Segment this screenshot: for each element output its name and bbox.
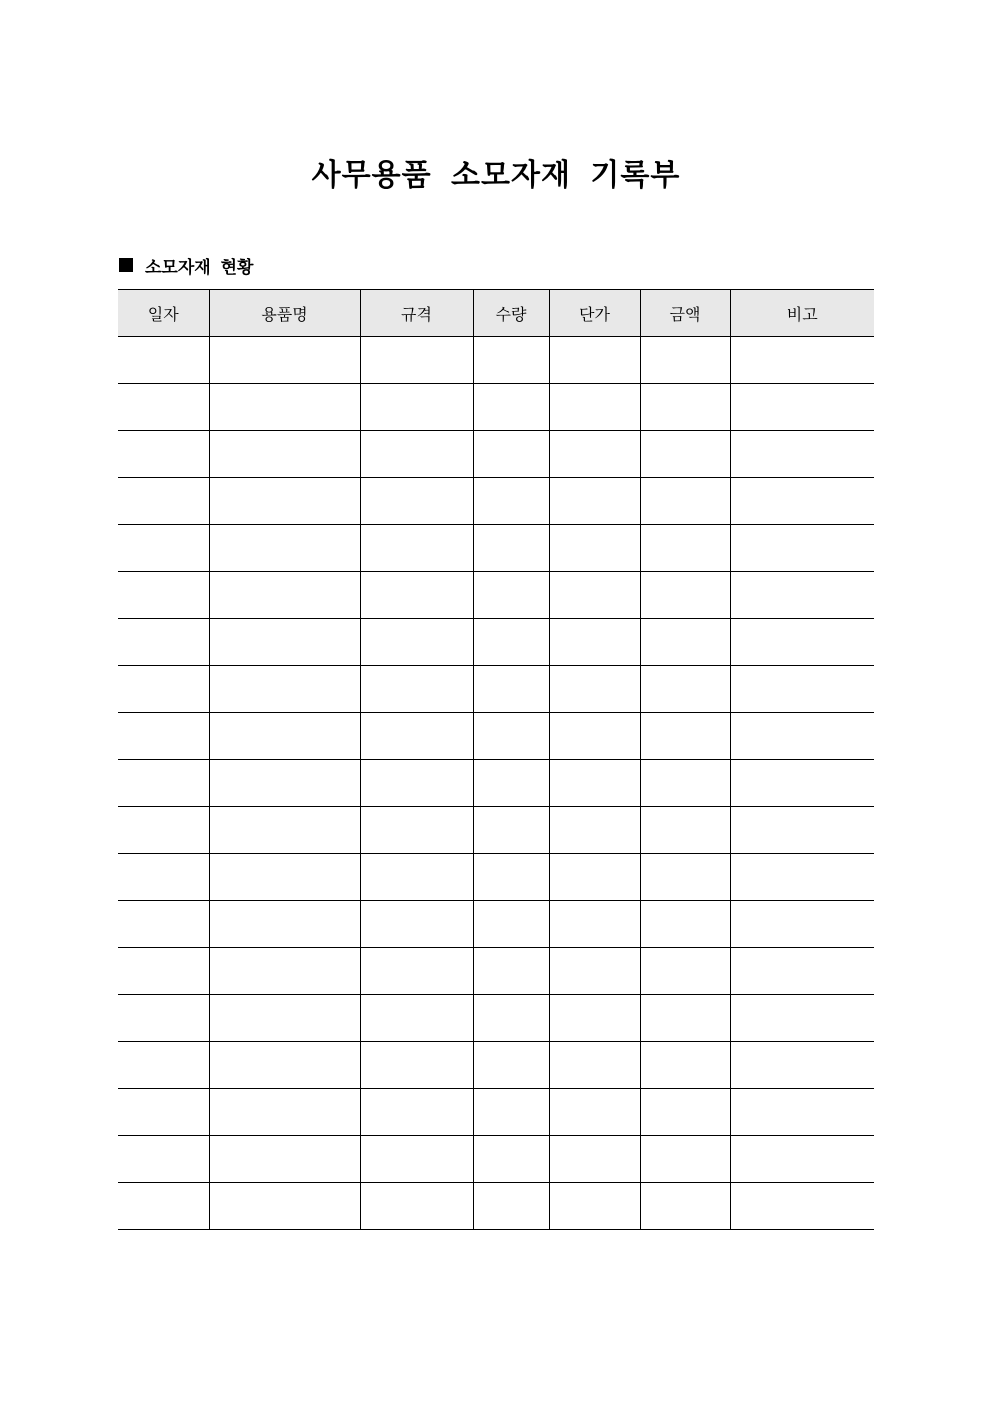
table-cell-unit-price[interactable]	[549, 431, 640, 478]
table-cell-spec[interactable]	[360, 525, 473, 572]
table-cell-spec[interactable]	[360, 807, 473, 854]
table-cell-item-name[interactable]	[209, 1042, 360, 1089]
table-row	[118, 525, 874, 572]
table-cell-quantity[interactable]	[473, 854, 549, 901]
table-row	[118, 948, 874, 995]
table-cell-remarks[interactable]	[730, 1042, 874, 1089]
table-cell-remarks[interactable]	[730, 901, 874, 948]
table-cell-unit-price[interactable]	[549, 995, 640, 1042]
table-cell-unit-price[interactable]	[549, 525, 640, 572]
black-square-icon	[119, 258, 133, 272]
table-cell-spec[interactable]	[360, 384, 473, 431]
table-cell-amount[interactable]	[640, 948, 730, 995]
table-row	[118, 478, 874, 525]
page-title: 사무용품 소모자재 기록부	[311, 158, 681, 194]
table-cell-unit-price[interactable]	[549, 854, 640, 901]
table-cell-quantity[interactable]	[473, 478, 549, 525]
table-cell-spec[interactable]	[360, 337, 473, 384]
table-cell-date[interactable]	[118, 760, 209, 807]
table-cell-date[interactable]	[118, 384, 209, 431]
table-cell-quantity[interactable]	[473, 995, 549, 1042]
table-cell-amount[interactable]	[640, 478, 730, 525]
table-cell-date[interactable]	[118, 431, 209, 478]
table-cell-date[interactable]	[118, 1136, 209, 1183]
table-cell-unit-price[interactable]	[549, 713, 640, 760]
table-cell-date[interactable]	[118, 1183, 209, 1230]
table-cell-item-name[interactable]	[209, 525, 360, 572]
table-cell-remarks[interactable]	[730, 337, 874, 384]
table-cell-quantity[interactable]	[473, 948, 549, 995]
table-cell-item-name[interactable]	[209, 948, 360, 995]
table-cell-item-name[interactable]	[209, 995, 360, 1042]
table-cell-unit-price[interactable]	[549, 1089, 640, 1136]
table-cell-spec[interactable]	[360, 948, 473, 995]
table-cell-quantity[interactable]	[473, 431, 549, 478]
table-cell-unit-price[interactable]	[549, 1042, 640, 1089]
table-cell-date[interactable]	[118, 995, 209, 1042]
table-cell-unit-price[interactable]	[549, 478, 640, 525]
table-row	[118, 760, 874, 807]
table-row	[118, 572, 874, 619]
table-cell-unit-price[interactable]	[549, 901, 640, 948]
table-cell-item-name[interactable]	[209, 431, 360, 478]
table-cell-date[interactable]	[118, 1089, 209, 1136]
table-cell-spec[interactable]	[360, 995, 473, 1042]
table-row	[118, 1183, 874, 1230]
section-heading-label: 소모자재 현황	[145, 257, 254, 278]
table-row	[118, 807, 874, 854]
table-row	[118, 713, 874, 760]
column-header-amount: 금액	[640, 290, 730, 337]
table-cell-remarks[interactable]	[730, 1183, 874, 1230]
table-cell-unit-price[interactable]	[549, 337, 640, 384]
table-cell-quantity[interactable]	[473, 525, 549, 572]
table-cell-item-name[interactable]	[209, 901, 360, 948]
column-header-item-name: 용품명	[209, 290, 360, 337]
table-cell-remarks[interactable]	[730, 948, 874, 995]
table-cell-date[interactable]	[118, 619, 209, 666]
table-cell-remarks[interactable]	[730, 995, 874, 1042]
table-row	[118, 384, 874, 431]
table-row	[118, 1089, 874, 1136]
table-cell-date[interactable]	[118, 948, 209, 995]
table-cell-unit-price[interactable]	[549, 948, 640, 995]
table-cell-date[interactable]	[118, 713, 209, 760]
column-header-unit-price: 단가	[549, 290, 640, 337]
table-cell-amount[interactable]	[640, 1183, 730, 1230]
table-cell-amount[interactable]	[640, 1089, 730, 1136]
table-cell-amount[interactable]	[640, 760, 730, 807]
table-cell-date[interactable]	[118, 478, 209, 525]
table-cell-amount[interactable]	[640, 713, 730, 760]
table-cell-spec[interactable]	[360, 1183, 473, 1230]
table-cell-amount[interactable]	[640, 572, 730, 619]
table-cell-spec[interactable]	[360, 619, 473, 666]
table-cell-unit-price[interactable]	[549, 384, 640, 431]
table-row	[118, 337, 874, 384]
table-cell-spec[interactable]	[360, 1136, 473, 1183]
table-cell-remarks[interactable]	[730, 807, 874, 854]
table-cell-quantity[interactable]	[473, 337, 549, 384]
table-cell-item-name[interactable]	[209, 572, 360, 619]
table-body	[118, 337, 874, 1230]
table-cell-quantity[interactable]	[473, 1089, 549, 1136]
table-cell-quantity[interactable]	[473, 760, 549, 807]
table-cell-remarks[interactable]	[730, 760, 874, 807]
table-cell-remarks[interactable]	[730, 572, 874, 619]
table-cell-amount[interactable]	[640, 1136, 730, 1183]
table-cell-item-name[interactable]	[209, 760, 360, 807]
table-cell-amount[interactable]	[640, 619, 730, 666]
table-row	[118, 1136, 874, 1183]
table-cell-remarks[interactable]	[730, 666, 874, 713]
table-cell-spec[interactable]	[360, 1042, 473, 1089]
table-cell-item-name[interactable]	[209, 1089, 360, 1136]
table-cell-date[interactable]	[118, 854, 209, 901]
table-cell-remarks[interactable]	[730, 478, 874, 525]
table-cell-quantity[interactable]	[473, 572, 549, 619]
table-cell-amount[interactable]	[640, 807, 730, 854]
column-header-remarks: 비고	[730, 290, 874, 337]
table-cell-amount[interactable]	[640, 525, 730, 572]
table-cell-spec[interactable]	[360, 1089, 473, 1136]
table-cell-spec[interactable]	[360, 713, 473, 760]
table-cell-unit-price[interactable]	[549, 760, 640, 807]
table-cell-spec[interactable]	[360, 760, 473, 807]
column-header-date: 일자	[118, 290, 209, 337]
table-cell-quantity[interactable]	[473, 619, 549, 666]
column-header-spec: 규격	[360, 290, 473, 337]
table-row	[118, 854, 874, 901]
table-cell-item-name[interactable]	[209, 1136, 360, 1183]
table-cell-spec[interactable]	[360, 901, 473, 948]
table-cell-quantity[interactable]	[473, 1183, 549, 1230]
table-cell-date[interactable]	[118, 901, 209, 948]
table-cell-amount[interactable]	[640, 901, 730, 948]
table-cell-quantity[interactable]	[473, 901, 549, 948]
table-row	[118, 1042, 874, 1089]
table-cell-date[interactable]	[118, 525, 209, 572]
table-cell-remarks[interactable]	[730, 713, 874, 760]
table-cell-item-name[interactable]	[209, 337, 360, 384]
table-cell-date[interactable]	[118, 1042, 209, 1089]
table-cell-remarks[interactable]	[730, 384, 874, 431]
table-cell-spec[interactable]	[360, 854, 473, 901]
table-cell-quantity[interactable]	[473, 384, 549, 431]
table-cell-remarks[interactable]	[730, 431, 874, 478]
section-heading	[119, 252, 253, 278]
table-cell-quantity[interactable]	[473, 1042, 549, 1089]
table-cell-remarks[interactable]	[730, 619, 874, 666]
table-cell-remarks[interactable]	[730, 1136, 874, 1183]
table-row	[118, 995, 874, 1042]
table-header-row	[118, 290, 874, 337]
table-cell-item-name[interactable]	[209, 384, 360, 431]
table-cell-unit-price[interactable]	[549, 1183, 640, 1230]
table-cell-quantity[interactable]	[473, 666, 549, 713]
table-cell-amount[interactable]	[640, 995, 730, 1042]
table-cell-quantity[interactable]	[473, 807, 549, 854]
table-cell-item-name[interactable]	[209, 713, 360, 760]
table-cell-date[interactable]	[118, 666, 209, 713]
table-cell-item-name[interactable]	[209, 619, 360, 666]
table-row	[118, 431, 874, 478]
consumables-table	[118, 289, 874, 1230]
table-cell-quantity[interactable]	[473, 1136, 549, 1183]
table-cell-spec[interactable]	[360, 572, 473, 619]
table-cell-unit-price[interactable]	[549, 666, 640, 713]
table-cell-unit-price[interactable]	[549, 619, 640, 666]
table-cell-item-name[interactable]	[209, 666, 360, 713]
table-cell-item-name[interactable]	[209, 854, 360, 901]
table-cell-date[interactable]	[118, 572, 209, 619]
table-cell-date[interactable]	[118, 807, 209, 854]
table-cell-spec[interactable]	[360, 478, 473, 525]
table-cell-remarks[interactable]	[730, 1089, 874, 1136]
table-cell-item-name[interactable]	[209, 807, 360, 854]
table-cell-amount[interactable]	[640, 337, 730, 384]
table-cell-spec[interactable]	[360, 431, 473, 478]
table-row	[118, 901, 874, 948]
table-cell-unit-price[interactable]	[549, 807, 640, 854]
table-cell-amount[interactable]	[640, 1042, 730, 1089]
table-cell-amount[interactable]	[640, 431, 730, 478]
table-cell-amount[interactable]	[640, 854, 730, 901]
table-cell-remarks[interactable]	[730, 525, 874, 572]
table-cell-date[interactable]	[118, 337, 209, 384]
table-cell-unit-price[interactable]	[549, 1136, 640, 1183]
table-cell-item-name[interactable]	[209, 1183, 360, 1230]
table-cell-unit-price[interactable]	[549, 572, 640, 619]
table-row	[118, 619, 874, 666]
table-cell-remarks[interactable]	[730, 854, 874, 901]
table-cell-quantity[interactable]	[473, 713, 549, 760]
table-cell-item-name[interactable]	[209, 478, 360, 525]
column-header-quantity: 수량	[473, 290, 549, 337]
table-cell-amount[interactable]	[640, 384, 730, 431]
table-cell-amount[interactable]	[640, 666, 730, 713]
table-cell-spec[interactable]	[360, 666, 473, 713]
table-row	[118, 666, 874, 713]
